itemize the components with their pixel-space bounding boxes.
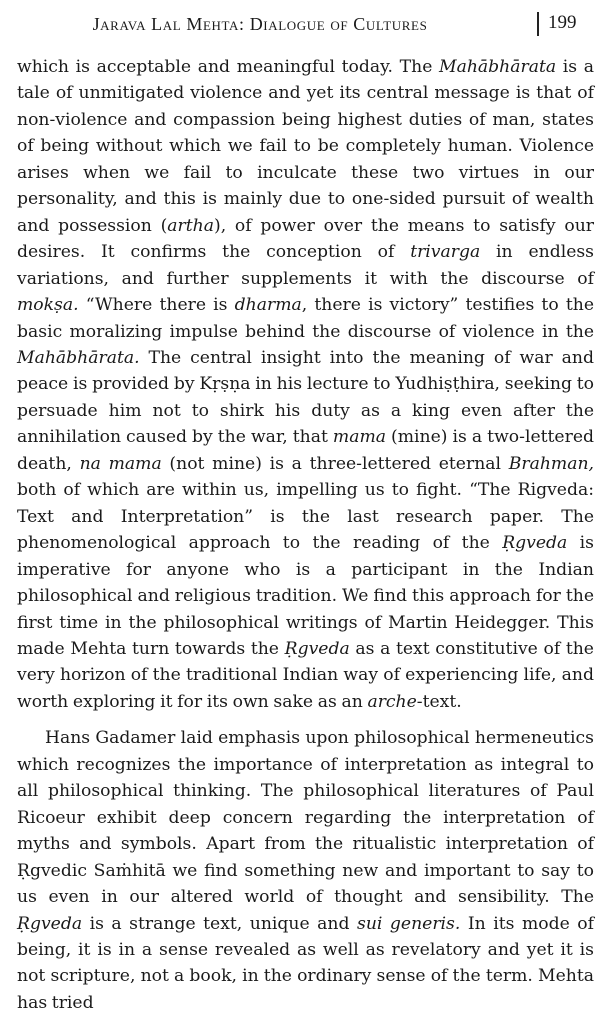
italic-term: arche [367,691,417,712]
text-run: -text. [416,691,462,712]
body-text [17,54,594,1016]
italic-term: na mama [79,453,162,474]
text-run: In its mode of being, it is in a sense revealed as well as revelatory and yet it is not scripture, not a book, in the ordinary sense of the term. Mehta has tried [17,913,594,1013]
italic-term: Mahābhārata [439,57,557,77]
page-header [0,8,600,48]
text-run: , there is victory” testifies to the basic moralizing impulse behind the discourse of violence in the [17,295,594,342]
header-separator [537,12,539,36]
text-run: in endless variations, and further supplements it with the discourse of [17,242,595,289]
text-run: ), of power over the means to satisfy our desires. It confirms the conception of [17,215,594,263]
text-run: as a text constitutive of the very horizon of the traditional Indian way of experiencing life, and worth exploring it for its own sake as an [17,638,594,712]
italic-term: Ṛgveda [284,638,350,659]
italic-term: Mahābhārata. [17,347,140,368]
running-title: Jarava Lal Mehta: Dialogue of Cultures [92,14,428,34]
italic-term: mokṣa. [17,295,79,316]
italic-term: trivarga [410,242,481,263]
text-run: (mine) is a two-lettered death, [17,427,594,474]
text-run: Hans Gadamer laid emphasis upon philosophical hermeneutics which recognizes the importance of interpretation as integral to all philosophical thinking. The philosophical literatures of Paul Ricoeur exhibit deep concern regarding the interpretation of myths and symbols. Apart from the ritualistic interpretation of Ṛgvedic Saṁhitā we find something new and important to say to us even in our altered world of thought and sensibility. The [17,728,594,908]
text-run: which is acceptable and meaningful today. The [17,57,440,77]
italic-term: sui generis. [357,913,461,934]
paragraph [17,54,594,715]
text-run: The central insight into the meaning of war and peace is provided by Kṛṣṇa in his lecture to Yudhiṣṭhira, seeking to persuade him not to shirk his duty as a king even after the annihilation caused by the war, that [17,347,594,448]
text-run: is imperative for anyone who is a participant in the Indian philosophical and religious tradition. We find this approach for the first time in the philosophical writings of Martin Heidegger. This made Mehta turn towards the [17,533,594,659]
text-run: (not mine) is a three-lettered eternal [161,453,509,474]
italic-term: Ṛgveda [502,533,568,554]
text-run: is a tale of unmitigated violence and yet its central message is that of non-violence and compassion being highest duties of man, states of being without which we fail to be completely human. Violence arises when we fail to inculcate these two virtues in our personality, and this is mainly due to one-sided pursuit of wealth and possession ( [17,57,594,236]
italic-term: dharma [234,295,302,316]
text-run: “Where there is [78,295,235,316]
italic-term: Brahman, [508,453,594,474]
italic-term: mama [332,427,387,448]
page-number: 199 [548,12,577,33]
text-run: is a strange text, unique and [82,913,358,934]
paragraph [17,725,594,1016]
italic-term: artha [167,215,214,236]
italic-term: Ṛgveda [17,913,83,934]
text-run: both of which are within us, impelling us to fight. “The Rigveda: Text and Interpretation” is the last research paper. The phenomenological approach to the reading of the [17,480,594,554]
